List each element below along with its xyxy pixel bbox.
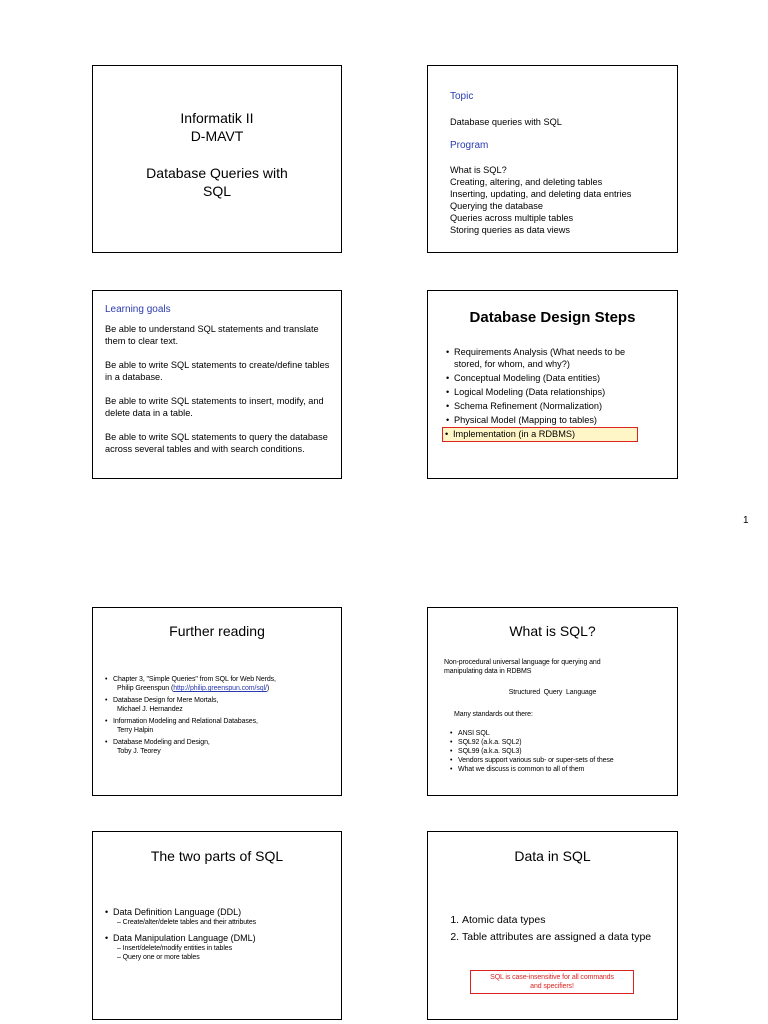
further-reading-title: Further reading [169, 623, 265, 639]
design-steps-title: Database Design Steps [469, 309, 636, 326]
standard-item: • ANSI SQL [448, 729, 673, 738]
slide-topic-program [427, 65, 678, 253]
program-heading: Program [450, 140, 489, 151]
slide-further-reading [92, 607, 342, 796]
design-step: • Physical Model (Mapping to tables) [444, 414, 644, 426]
reading-item: • Chapter 3, "Simple Queries" from SQL for Web Nerds, Philip Greenspun (http://philip.greenspun.com/sql/) [103, 675, 335, 693]
learning-goals-heading: Learning goals [105, 304, 171, 315]
lecture-title-line2: SQL [202, 183, 231, 199]
standard-item: • What we discuss is common to all of them [448, 765, 673, 774]
program-item: Creating, altering, and deleting tables [450, 177, 603, 187]
topic-text: Database queries with SQL [450, 117, 562, 127]
slide-learning-goals [92, 290, 342, 479]
sql-acronym: Structured Query Language [508, 689, 597, 696]
sql-intro: Non-procedural universal language for querying and manipulating data in RDBMS [444, 659, 601, 675]
greenspun-link[interactable]: http://philip.greenspun.com/sql/ [173, 685, 267, 692]
program-item: Inserting, updating, and deleting data entries [450, 189, 632, 199]
goal-item: Be able to write SQL statements to create/define tables in a database. [105, 360, 330, 382]
goal-item: Be able to write SQL statements to query the database across several tables and with search conditions. [105, 432, 328, 454]
reading-item: • Database Modeling and Design, Toby J. Teorey [103, 738, 335, 756]
slide-title [92, 65, 342, 253]
goals-list [105, 323, 331, 455]
topic-heading: Topic [450, 91, 474, 102]
standard-item: • Vendors support various sub- or super-sets of these [448, 756, 673, 765]
design-steps-list [444, 346, 644, 428]
goal-item: Be able to write SQL statements to insert, modify, and delete data in a table. [105, 396, 324, 418]
lecture-title-line1: Database Queries with [146, 165, 288, 181]
data-in-sql-list [442, 912, 651, 946]
sql-parts-list [103, 907, 335, 962]
data-item: 2. Table attributes are assigned a data type [462, 929, 651, 946]
design-step-implementation: • Implementation (in a RDBMS) [443, 428, 637, 440]
program-list [450, 164, 631, 236]
reading-list [103, 675, 335, 756]
course-name: Informatik II [180, 110, 254, 126]
case-insensitive-note: SQL is case-insensitive for all commands and specifiers! [470, 970, 634, 994]
standard-item: • SQL92 (a.k.a. SQL2) [448, 738, 673, 747]
page-number: 1 [743, 515, 749, 526]
design-step: • Logical Modeling (Data relationships) [444, 386, 644, 398]
slide-data-in-sql [427, 831, 678, 1020]
program-item: What is SQL? [450, 165, 507, 175]
program-item: Storing queries as data views [450, 225, 571, 235]
design-step: • Conceptual Modeling (Data entities) [444, 372, 644, 384]
program-item: Queries across multiple tables [450, 213, 574, 223]
slide-what-is-sql [427, 607, 678, 796]
standards-heading: Many standards out there: [454, 711, 533, 718]
design-step: • Schema Refinement (Normalization) [444, 400, 644, 412]
slide-design-steps [427, 290, 678, 479]
standard-item: • SQL99 (a.k.a. SQL3) [448, 747, 673, 756]
reading-item: • Information Modeling and Relational Databases, Terry Halpin [103, 717, 335, 735]
department: D-MAVT [190, 128, 244, 144]
standards-list [448, 729, 673, 774]
data-in-sql-title: Data in SQL [514, 848, 591, 864]
highlighted-step [442, 427, 638, 442]
design-step: • Requirements Analysis (What needs to be stored, for whom, and why?) [444, 346, 644, 370]
goal-item: Be able to understand SQL statements and translate them to clear text. [105, 324, 319, 346]
what-is-sql-title: What is SQL? [509, 623, 596, 639]
program-item: Querying the database [450, 201, 543, 211]
ddl-item: • Data Definition Language (DDL) – Create/alter/delete tables and their attributes [103, 907, 335, 927]
slide-two-parts [92, 831, 342, 1020]
data-item: 1. Atomic data types [462, 912, 651, 929]
two-parts-title: The two parts of SQL [150, 848, 284, 864]
dml-item: • Data Manipulation Language (DML) – Insert/delete/modify entities in tables – Query one or more tables [103, 933, 335, 962]
reading-item: • Database Design for Mere Mortals, Michael J. Hernandez [103, 696, 335, 714]
